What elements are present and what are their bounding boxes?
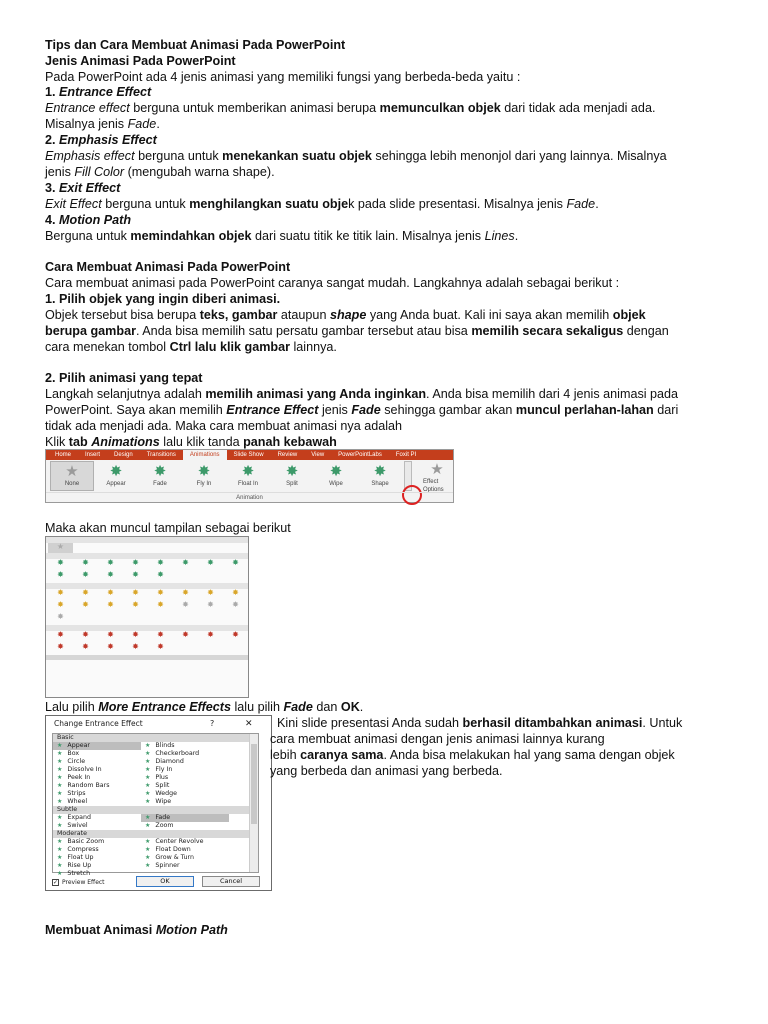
effect-item[interactable]: ★ Grow & Turn	[145, 854, 194, 861]
ribbon-tab-animations[interactable]: Animations	[183, 450, 227, 460]
star-icon: ★	[56, 542, 65, 551]
effect-row	[53, 838, 258, 846]
effect-item[interactable]: ★ Wipe	[145, 798, 172, 805]
star-icon: ✸	[132, 630, 139, 639]
side-line4: yang berbeda dan animasi yang berbeda.	[270, 764, 503, 778]
star-icon: ★	[57, 766, 63, 773]
animation-gallery-screenshot	[45, 536, 249, 698]
scrollbar[interactable]	[249, 734, 258, 872]
motion-desc: Berguna untuk memindahkan objek dari suatu titik ke titik lain. Misalnya jenis Lines.	[45, 229, 519, 243]
effect-item[interactable]: ★ Expand	[57, 814, 91, 821]
ribbon-tab[interactable]: Home	[55, 452, 72, 458]
star-icon: ✸	[57, 570, 64, 579]
ribbon-tab[interactable]: Insert	[85, 452, 101, 458]
effect-item[interactable]: ★ Strips	[57, 790, 86, 797]
doc-subtitle: Jenis Animasi Pada PowerPoint	[45, 54, 236, 68]
side-line2: cara membuat animasi dengan jenis animasi lainnya kurang	[270, 732, 605, 746]
star-icon: ✸	[157, 642, 164, 651]
star-icon: ★	[57, 758, 63, 765]
star-icon: ✸	[207, 588, 214, 597]
effect-row	[53, 766, 258, 774]
effect-row	[53, 798, 258, 806]
star-icon: ✸	[132, 558, 139, 567]
star-icon: ★	[430, 461, 444, 478]
step2-line3: tidak ada menjadi ada. Maka cara membuat animasi nya adalah	[45, 419, 403, 433]
effect-row	[53, 750, 258, 758]
doc-title: Tips dan Cara Membuat Animasi Pada PowerPoint	[45, 38, 346, 52]
ribbon-tab[interactable]: Review	[277, 452, 298, 458]
cara-intro: Cara membuat animasi pada PowerPoint caranya sangat mudah. Langkahnya adalah sebagai berikut :	[45, 276, 620, 290]
ok-button[interactable]: OK	[136, 876, 194, 887]
effect-row	[53, 790, 258, 798]
star-icon: ✸	[57, 642, 64, 651]
anim-floatin-button[interactable]: ✸ Float In	[237, 463, 258, 487]
effect-item[interactable]: ★ Plus	[145, 774, 169, 781]
star-icon: ★	[145, 790, 151, 797]
star-icon: ★	[145, 798, 151, 805]
intro-text: Pada PowerPoint ada 4 jenis animasi yang memiliki fungsi yang berbeda-beda yaitu :	[45, 70, 521, 84]
star-icon: ✸	[157, 558, 164, 567]
anim-wipe-button[interactable]: ✸ Wipe	[329, 463, 343, 487]
effect-options-button[interactable]: ★ Effect Options	[423, 461, 444, 493]
effect-category: Subtle	[53, 806, 258, 814]
star-icon: ✸	[107, 600, 114, 609]
effect-row	[53, 822, 258, 830]
effect-item[interactable]: ★ Zoom	[145, 822, 174, 829]
ribbon-tab[interactable]: Foxit PI	[395, 452, 417, 458]
star-icon: ✸	[182, 630, 189, 639]
star-icon: ✸	[329, 463, 343, 480]
effect-item[interactable]: ★ Random Bars	[57, 782, 110, 789]
effect-item[interactable]: ★ Stretch	[57, 870, 91, 877]
motion-heading: 4. Motion Path	[45, 213, 132, 227]
star-icon: ✸	[57, 630, 64, 639]
star-icon: ✸	[82, 630, 89, 639]
star-icon: ★	[57, 854, 63, 861]
effect-row	[53, 758, 258, 766]
change-entrance-effect-dialog	[45, 715, 272, 891]
star-icon: ✸	[285, 463, 299, 480]
effect-item[interactable]: ★ Box	[57, 750, 80, 757]
anim-fade-button[interactable]: ✸ Fade	[153, 463, 167, 487]
step2-line4: Klik tab Animations lalu klik tanda panah kebawah	[45, 435, 337, 449]
effect-item[interactable]: ★ Compress	[57, 846, 99, 853]
star-icon: ★	[57, 790, 63, 797]
star-icon: ✸	[109, 463, 123, 480]
effect-item[interactable]: ★ Circle	[57, 758, 86, 765]
anim-shape-button[interactable]: ✸ Shape	[371, 463, 389, 487]
entrance-example: Misalnya jenis Fade.	[45, 117, 160, 131]
star-icon: ✸	[82, 570, 89, 579]
anim-split-button[interactable]: ✸ Split	[285, 463, 299, 487]
effect-row	[53, 862, 258, 870]
star-icon: ✸	[107, 630, 114, 639]
emphasis-example: jenis Fill Color (mengubah warna shape).	[45, 165, 275, 179]
effect-category: Moderate	[53, 830, 258, 838]
effect-row	[53, 814, 258, 822]
maka-text: Maka akan muncul tampilan sebagai berikut	[45, 521, 291, 535]
ribbon-tab[interactable]: View	[311, 452, 325, 458]
lalu-text: Lalu pilih More Entrance Effects lalu pilih Fade dan OK.	[45, 700, 364, 714]
star-icon: ✸	[157, 630, 164, 639]
star-icon: ★	[145, 838, 151, 845]
ribbon-tab[interactable]: Design	[114, 452, 133, 458]
ribbon-group-label: Animation	[46, 492, 453, 502]
star-icon: ★	[145, 766, 151, 773]
ribbon-tab[interactable]: Transitions	[146, 452, 176, 458]
star-icon: ★	[145, 782, 151, 789]
star-icon: ✸	[207, 630, 214, 639]
effect-item[interactable]: ★ Wedge	[145, 790, 177, 797]
close-icon[interactable]: ✕	[245, 719, 253, 729]
star-icon: ★	[57, 862, 63, 869]
cara-title: Cara Membuat Animasi Pada PowerPoint	[45, 260, 291, 274]
star-icon: ★	[145, 822, 151, 829]
star-icon: ✸	[132, 600, 139, 609]
star-icon: ★	[57, 846, 63, 853]
step2-line2: PowerPoint. Saya akan memilih Entrance Effect jenis Fade sehingga gambar akan muncul perlahan-lahan dari	[45, 403, 679, 417]
effect-item[interactable]: ★ Fade	[141, 814, 229, 822]
effect-item[interactable]: ★ Peek In	[57, 774, 91, 781]
effect-item[interactable]: ★ Float Up	[57, 854, 94, 861]
dialog-title: Change Entrance Effect	[54, 719, 143, 728]
star-icon: ✸	[57, 558, 64, 567]
star-icon: ★	[145, 846, 151, 853]
effect-row	[53, 774, 258, 782]
star-icon: ✸	[232, 630, 239, 639]
star-icon: ✸	[82, 558, 89, 567]
entrance-heading: 1. Entrance Effect	[45, 85, 152, 99]
step1-heading: 1. Pilih objek yang ingin diberi animasi.	[45, 292, 281, 306]
effect-item[interactable]: ★ Spinner	[145, 862, 180, 869]
star-icon: ★	[145, 814, 151, 821]
help-icon[interactable]: ?	[210, 719, 215, 728]
effect-row	[53, 742, 258, 750]
side-line1: Kini slide presentasi Anda sudah berhasil ditambahkan animasi. Untuk	[277, 716, 683, 730]
star-icon: ✸	[107, 588, 114, 597]
effect-item[interactable]: ★ Center Revolve	[145, 838, 204, 845]
step1-line1: Objek tersebut bisa berupa teks, gambar ataupun shape yang Anda buat. Kali ini saya akan memilih objek	[45, 308, 646, 322]
star-icon: ★	[57, 742, 63, 749]
cancel-button[interactable]: Cancel	[202, 876, 260, 887]
effect-item[interactable]: ★ Blinds	[145, 742, 175, 749]
star-icon: ★	[145, 742, 151, 749]
star-icon: ★	[145, 774, 151, 781]
star-icon: ★	[57, 750, 63, 757]
anim-appear-button[interactable]: ✸ Appear	[106, 463, 126, 487]
effect-item[interactable]: ★ Dissolve In	[57, 766, 102, 773]
star-icon: ✸	[57, 612, 64, 621]
step1-line3: cara menekan tombol Ctrl lalu klik gambar lainnya.	[45, 340, 337, 354]
star-icon: ★	[57, 822, 63, 829]
star-icon: ✸	[82, 642, 89, 651]
ribbon-tab[interactable]: PowerPointLabs	[338, 452, 382, 458]
effect-item[interactable]: ★ Fly In	[145, 766, 173, 773]
star-icon: ✸	[57, 600, 64, 609]
star-icon: ✸	[107, 558, 114, 567]
anim-none-button[interactable]: ★ None	[50, 461, 94, 491]
step2-line1: Langkah selanjutnya adalah memilih animasi yang Anda inginkan. Anda bisa memilih dari 4 jenis animasi pada	[45, 387, 679, 401]
effect-list[interactable]	[52, 733, 259, 877]
effect-row	[53, 854, 258, 862]
effect-item[interactable]: ★ Basic Zoom	[57, 838, 105, 845]
effect-item[interactable]: ★ Split	[145, 782, 170, 789]
star-icon: ✸	[197, 463, 211, 480]
star-icon: ★	[145, 862, 151, 869]
star-icon: ✸	[373, 463, 387, 480]
star-icon: ✸	[57, 588, 64, 597]
star-icon: ✸	[182, 588, 189, 597]
effect-row	[53, 846, 258, 854]
star-icon: ✸	[153, 463, 167, 480]
star-icon: ✸	[232, 600, 239, 609]
star-icon: ✸	[157, 588, 164, 597]
star-icon: ✸	[132, 570, 139, 579]
star-icon: ★	[57, 782, 63, 789]
dialog-title-bar	[46, 716, 271, 732]
star-icon: ✸	[182, 558, 189, 567]
star-icon: ✸	[241, 463, 255, 480]
star-icon: ✸	[207, 600, 214, 609]
star-icon: ★	[57, 774, 63, 781]
star-icon: ★	[57, 870, 63, 877]
star-icon: ✸	[132, 642, 139, 651]
star-icon: ★	[145, 854, 151, 861]
exit-heading: 3. Exit Effect	[45, 181, 121, 195]
anim-flyin-button[interactable]: ✸ Fly In	[196, 463, 212, 487]
star-icon: ✸	[157, 600, 164, 609]
star-icon: ★	[65, 463, 79, 480]
star-icon: ★	[57, 798, 63, 805]
star-icon: ✸	[82, 600, 89, 609]
star-icon: ✸	[132, 588, 139, 597]
effect-item[interactable]: ★ Checkerboard	[145, 750, 200, 757]
step2-heading: 2. Pilih animasi yang tepat	[45, 371, 203, 385]
effect-item[interactable]: ★ Wheel	[57, 798, 88, 805]
ribbon-tab-bar	[46, 450, 453, 460]
effect-category: Basic	[53, 734, 258, 742]
emphasis-desc: Emphasis effect berguna untuk menekankan suatu objek sehingga lebih menonjol dari yang lainnya. Misalnya	[45, 149, 667, 163]
star-icon: ✸	[157, 570, 164, 579]
ribbon-tab[interactable]: Slide Show	[233, 452, 264, 458]
star-icon: ★	[145, 750, 151, 757]
star-icon: ✸	[207, 558, 214, 567]
star-icon: ✸	[107, 642, 114, 651]
star-icon: ✸	[82, 588, 89, 597]
star-icon: ✸	[182, 600, 189, 609]
preview-effect-checkbox[interactable]: ✓ Preview Effect	[53, 878, 105, 886]
emphasis-heading: 2. Emphasis Effect	[45, 133, 157, 147]
effect-item[interactable]: ★ Appear	[53, 742, 141, 750]
motion-path-title: Membuat Animasi Motion Path	[45, 923, 228, 937]
star-icon: ★	[57, 838, 63, 845]
star-icon: ★	[145, 758, 151, 765]
star-icon: ✸	[232, 558, 239, 567]
exit-desc: Exit Effect berguna untuk menghilangkan suatu objek pada slide presentasi. Misalnya jenis Fade.	[45, 197, 599, 211]
star-icon: ★	[57, 814, 63, 821]
effect-row	[53, 782, 258, 790]
step1-line2: berupa gambar. Anda bisa memilih satu persatu gambar tersebut atau bisa memilih secara sekaligus dengan	[45, 324, 669, 338]
effect-item[interactable]: ★ Diamond	[145, 758, 184, 765]
effect-item[interactable]: ★ Rise Up	[57, 862, 92, 869]
effect-item[interactable]: ★ Swivel	[57, 822, 88, 829]
star-icon: ✸	[107, 570, 114, 579]
side-line3: lebih caranya sama. Anda bisa melakukan hal yang sama dengan objek	[270, 748, 675, 762]
entrance-desc: Entrance effect berguna untuk memberikan animasi berupa memunculkan objek dari tidak ada menjadi ada.	[45, 101, 656, 115]
effect-item[interactable]: ★ Float Down	[145, 846, 191, 853]
ribbon-screenshot	[45, 449, 454, 503]
star-icon: ✸	[232, 588, 239, 597]
